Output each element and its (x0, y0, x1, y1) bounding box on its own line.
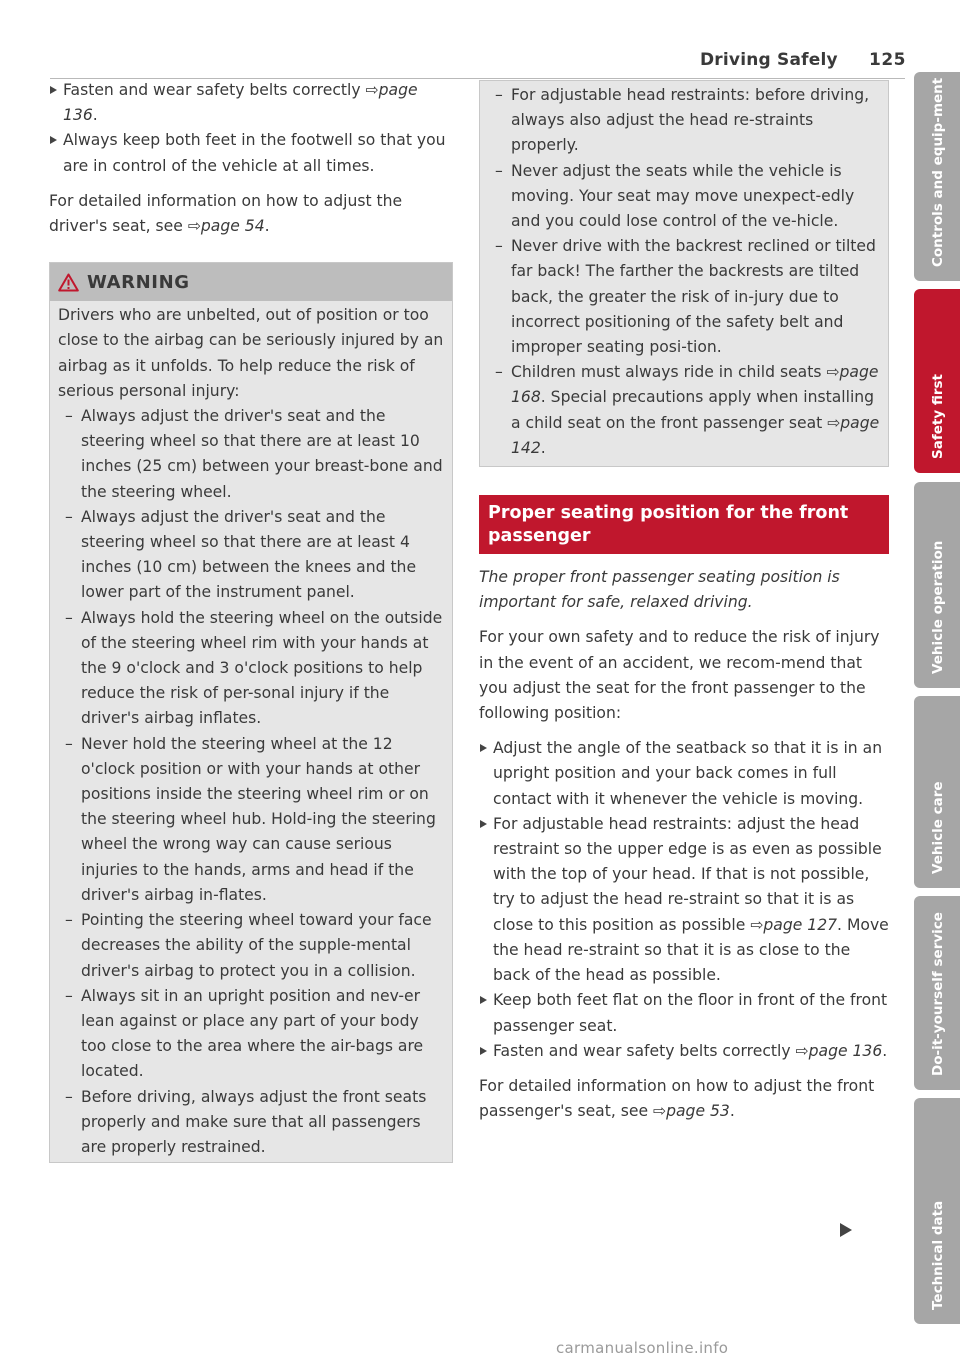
list-item: – Always hold the steering wheel on the outside of the steering wheel rim with your hands at the 9 o'clock and 3 o'clock positions to help reduce the risk of per-sonal injury if the driver's airbag inflates. (58, 606, 444, 732)
warning-triangle-icon (58, 273, 79, 292)
list-item: – Never drive with the backrest reclined or tilted far back! The farther the backrests are tilted back, the greater the risk of in-jury due to incorrect positioning of the safety belt and improper seating posi-tion. (488, 234, 880, 360)
tab-label: Vehicle care (930, 781, 946, 874)
bullet-text: Fasten and wear safety belts correctly (493, 1041, 796, 1060)
warning-box (49, 262, 453, 1163)
watermark: carmanualsonline.info (556, 1339, 729, 1357)
list-item: – Never hold the steering wheel at the 12 o'clock position or with your hands at other positions inside the steering wheel rim or on the steering wheel hub. Hold-ing the steering wheel the wrong way can cause serious injuries to the hands, arms and head if the driver's airbag in-flates. (58, 732, 444, 908)
list-item: – Always sit in an upright position and nev-er lean against or place any part of your body too close to the area where the air-bags are located. (58, 984, 444, 1085)
tab-label: Vehicle operation (930, 540, 946, 674)
bullet-text: Always keep both feet in the footwell so that you are in control of the vehicle at all times. (63, 131, 446, 175)
list-item (49, 128, 453, 178)
warning-continuation-box (479, 80, 889, 467)
warning-body (50, 301, 452, 1162)
running-header-title: Driving Safely (700, 50, 838, 70)
page-number: 125 (869, 50, 906, 70)
warning-intro: Drivers who are unbelted, out of position or too close to the airbag can be seriously injured by an airbag as it unfolds. To help reduce the risk of serious personal injury: (58, 306, 444, 400)
paragraph-text: For detailed information on how to adjust the driver's seat, see (49, 191, 403, 236)
list-item: – Always adjust the driver's seat and the steering wheel so that there are at least 10 inches (25 cm) between your breast-bone and the steering wheel. (58, 404, 444, 505)
list-item-text: Children must always ride in child seats (511, 363, 827, 382)
left-column (49, 78, 453, 1163)
bullet-text-end: . Move the head re-straint so that it is as close to the back of the head as possible. (493, 915, 889, 985)
paragraph: For your own safety and to reduce the risk of injury in the event of an accident, we recom-mend that you adjust the seat for the front passenger to the following position: (479, 628, 880, 723)
list-item (479, 1039, 889, 1064)
list-item (49, 78, 453, 128)
page-reference-link[interactable]: ⇨page 168 (511, 363, 879, 407)
tab-vehicle-operation[interactable] (914, 482, 960, 688)
list-item: Adjust the angle of the seatback so that it is in an upright position and your back comes in full contact with it whenever the vehicle is moving. (479, 736, 889, 812)
list-item (479, 812, 889, 988)
list-item (488, 360, 880, 461)
bullet-text: For adjustable head restraints: adjust the head restraint so the upper edge is as even as possible with the top of your head. If that is not possible, try to adjust the head re-straint so that it is as close to this position as possible (493, 814, 882, 934)
list-item: – Before driving, always adjust the front seats properly and make sure that all passengers are properly restrained. (58, 1085, 444, 1161)
bullet-list (479, 736, 889, 1064)
list-item: – Never adjust the seats while the vehicle is moving. Your seat may move unexpect-edly and you could lose control of the ve-hicle. (488, 159, 880, 235)
paragraph-text-end: . (729, 1102, 735, 1121)
page-reference-link[interactable]: ⇨page 53 (653, 1102, 730, 1121)
tab-vehicle-care[interactable] (914, 696, 960, 888)
page-reference-link[interactable]: ⇨page 142 (511, 413, 880, 457)
warning-header (50, 263, 452, 301)
bullet-text: Fasten and wear safety belts correctly (63, 81, 366, 99)
tab-label: Safety first (930, 374, 946, 459)
paragraph-text-end: . (264, 217, 270, 236)
list-item: Keep both feet flat on the floor in front of the front passenger seat. (479, 988, 889, 1038)
paragraph-text: For detailed information on how to adjust the front passenger's seat, see (479, 1076, 875, 1121)
bullet-text-end: . (92, 106, 98, 125)
list-item: – For adjustable head restraints: before driving, always also adjust the head re-straints properly. (488, 83, 880, 159)
tab-do-it-yourself-service[interactable] (914, 896, 960, 1090)
page-reference-link[interactable]: ⇨page 127 (750, 915, 838, 934)
section-intro: The proper front passenger seating position is important for safe, relaxed driving. (479, 568, 840, 612)
tab-technical-data[interactable] (914, 1098, 960, 1324)
tab-safety-first[interactable] (914, 289, 960, 473)
page-reference-link[interactable]: ⇨page 54 (187, 217, 265, 236)
tab-label: Do-it-yourself service (930, 912, 946, 1076)
right-column (479, 78, 889, 1124)
bullet-text-end: . (882, 1041, 888, 1060)
list-item-text: . Special precautions apply when installing a child seat on the front passenger seat (511, 388, 875, 432)
page-reference-link[interactable]: ⇨page 136 (795, 1041, 883, 1060)
tab-label: Technical data (930, 1200, 946, 1310)
paragraph (479, 1074, 889, 1124)
list-item-text-end: . (540, 438, 546, 457)
tab-controls-and-equipment[interactable] (914, 72, 960, 281)
list-item: – Pointing the steering wheel toward your face decreases the ability of the supple-mental driver's airbag to protect you in a collision. (58, 908, 444, 984)
tab-label: Controls and equip-ment (930, 77, 946, 267)
continue-arrow-icon (840, 1223, 852, 1237)
warning-title: WARNING (87, 271, 190, 293)
page-reference-link[interactable]: ⇨page 136 (63, 81, 418, 125)
section-heading: Proper seating position for the front passenger (479, 495, 889, 554)
list-item: – Always adjust the driver's seat and the steering wheel so that there are at least 4 inches (10 cm) between the knees and the lower part of the instrument panel. (58, 505, 444, 606)
paragraph (49, 189, 453, 239)
